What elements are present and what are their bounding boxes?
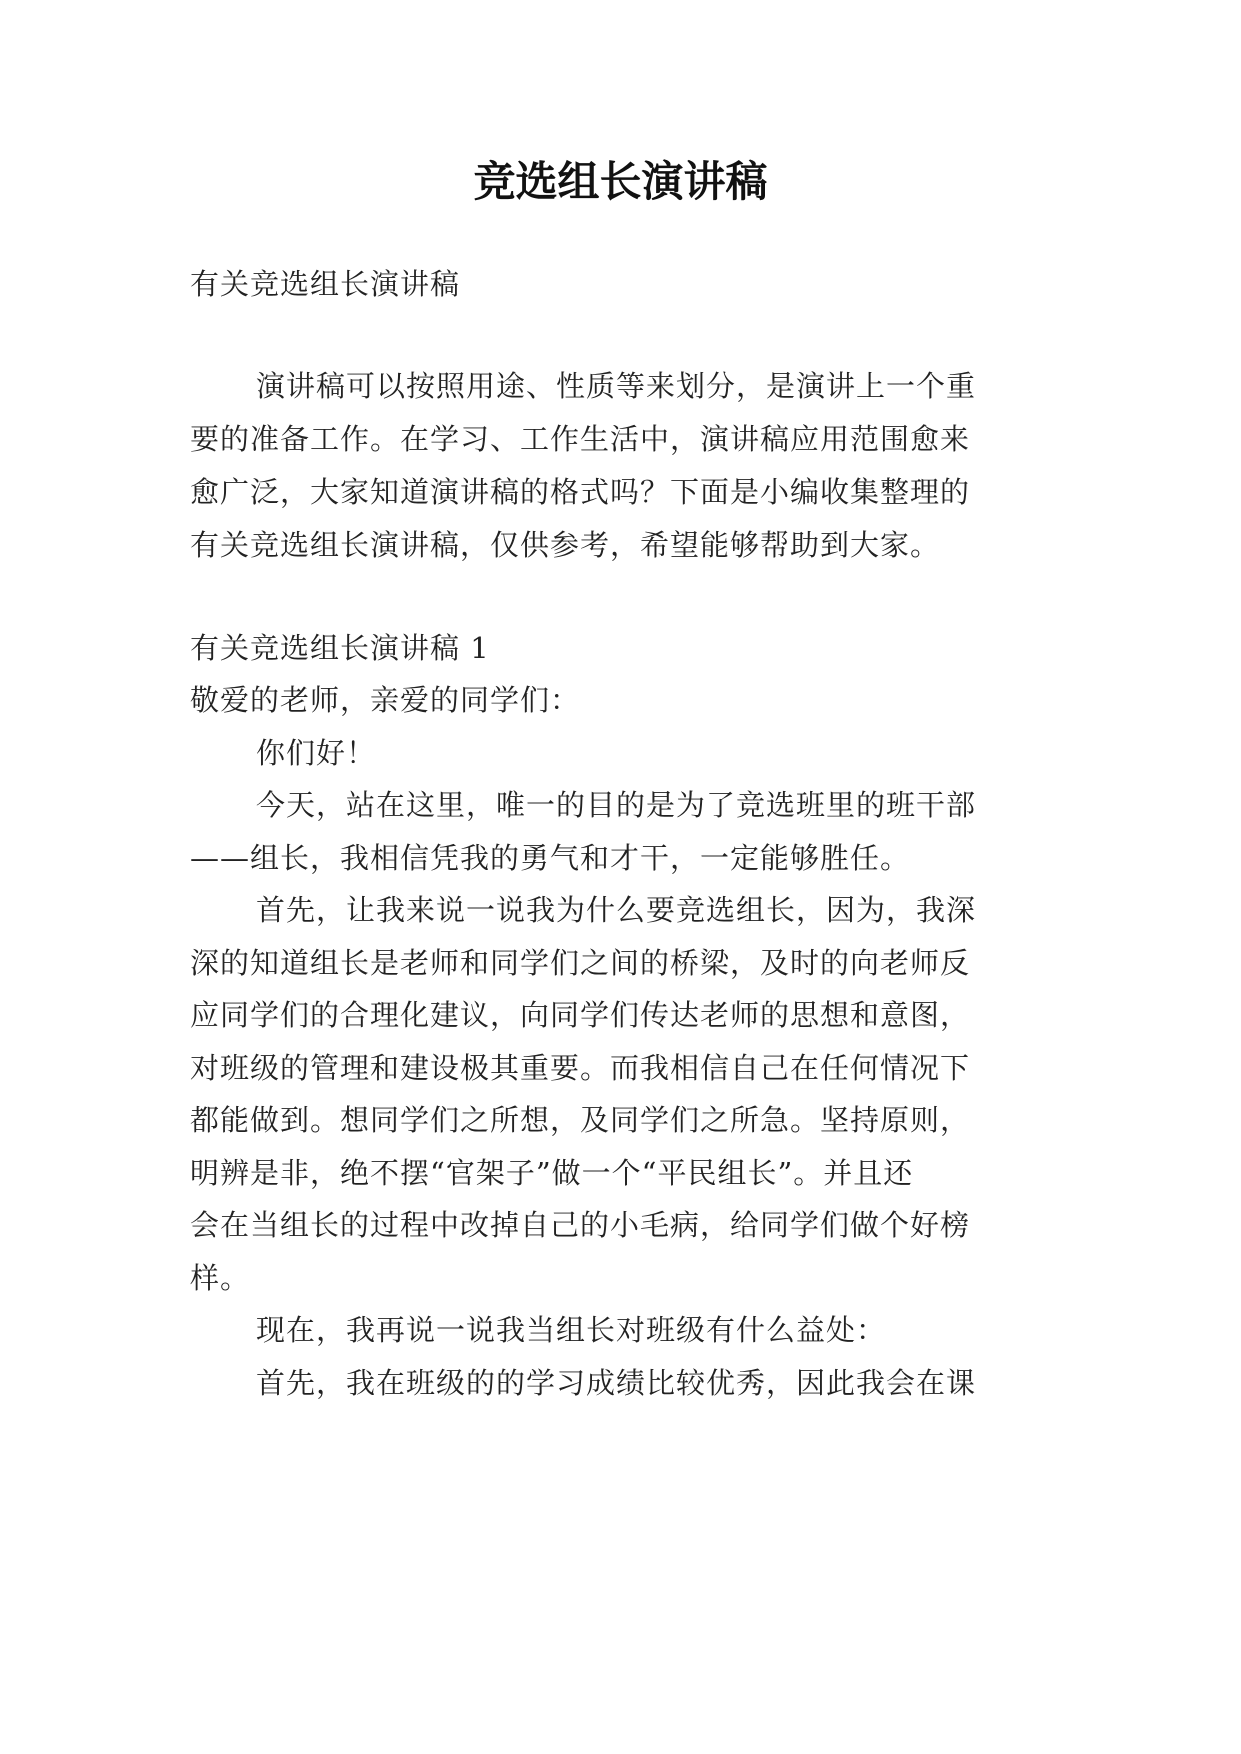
paragraph-line: 应同学们的合理化建议，向同学们传达老师的思想和意图， — [190, 998, 971, 1032]
paragraph-line: 都能做到。想同学们之所想，及同学们之所急。坚持原则， — [190, 1103, 971, 1137]
paragraph-line: 首先，让我来说一说我为什么要竞选组长，因为，我深 — [256, 893, 977, 927]
paragraph-line: 样。 — [190, 1261, 251, 1295]
intro-line: 演讲稿可以按照用途、性质等来划分，是演讲上一个重 — [256, 369, 977, 403]
document-title: 竞选组长演讲稿 — [473, 157, 768, 206]
salutation: 敬爱的老师，亲爱的同学们： — [190, 683, 581, 717]
greeting: 你们好！ — [256, 736, 377, 770]
document-subtitle: 有关竞选组长演讲稿 — [190, 267, 461, 301]
paragraph-line: 明辨是非，绝不摆“官架子”做一个“平民组长”。并且还 — [190, 1156, 914, 1190]
intro-line: 有关竞选组长演讲稿，仅供参考，希望能够帮助到大家。 — [190, 528, 941, 562]
paragraph-line: 首先，我在班级的的学习成绩比较优秀，因此我会在课 — [256, 1366, 977, 1400]
paragraph-line: 今天，站在这里，唯一的目的是为了竞选班里的班干部 — [256, 788, 977, 822]
paragraph-line: 对班级的管理和建设极其重要。而我相信自己在任何情况下 — [190, 1051, 971, 1085]
intro-line: 要的准备工作。在学习、工作生活中，演讲稿应用范围愈来 — [190, 422, 971, 456]
paragraph-line: 深的知道组长是老师和同学们之间的桥梁，及时的向老师反 — [190, 946, 971, 980]
paragraph-line: ——组长，我相信凭我的勇气和才干，一定能够胜任。 — [190, 841, 911, 875]
paragraph-line: 会在当组长的过程中改掉自己的小毛病，给同学们做个好榜 — [190, 1208, 971, 1242]
paragraph-line: 现在，我再说一说我当组长对班级有什么益处： — [256, 1313, 887, 1347]
section-heading: 有关竞选组长演讲稿 1 — [190, 631, 490, 665]
intro-line: 愈广泛，大家知道演讲稿的格式吗？下面是小编收集整理的 — [190, 475, 971, 509]
